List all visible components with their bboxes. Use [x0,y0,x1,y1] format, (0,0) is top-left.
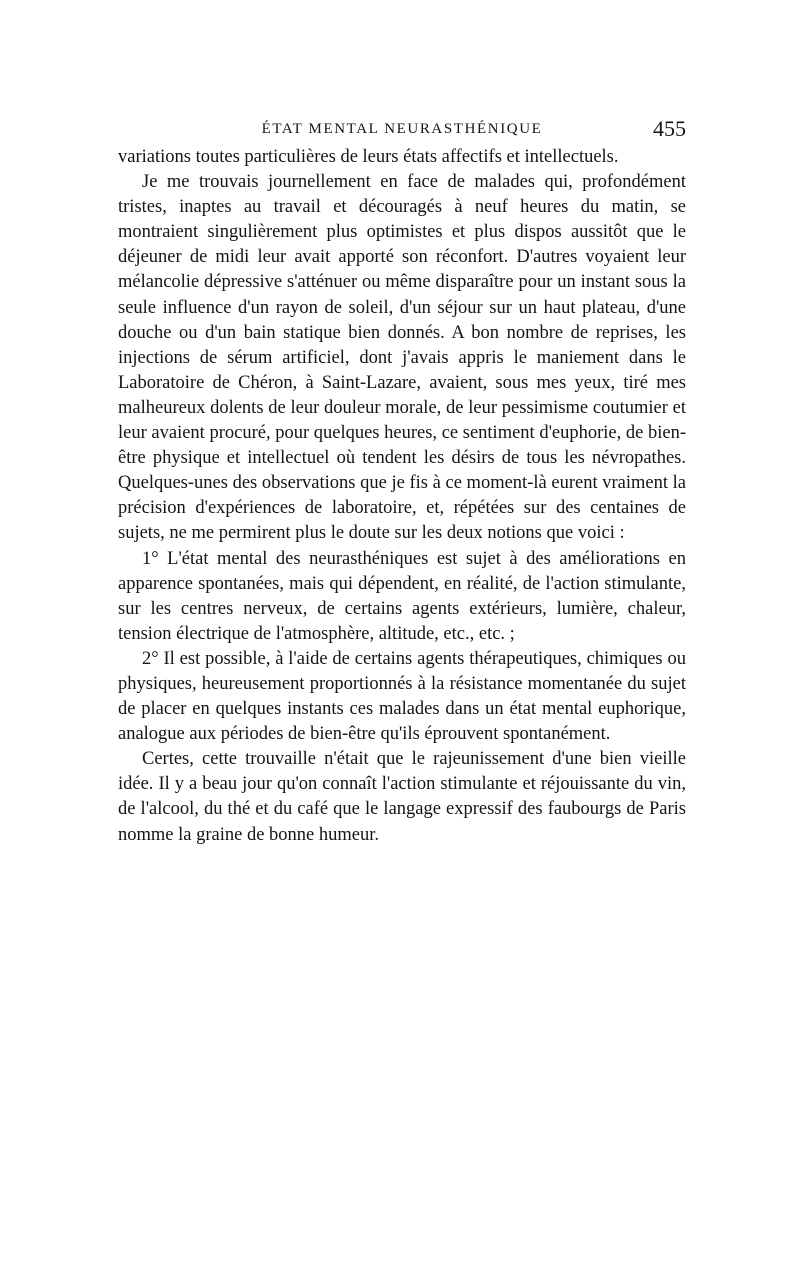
paragraph-continuation: variations toutes particulières de leurs états affectifs et intellectuels. [118,147,619,167]
paragraph-notion-one: 1° L'état mental des neurasthéniques est sujet à des améliorations en apparence spontanées, mais qui dépendent, en réalité, de l'action stimulante, sur les centres nerveux, de certains agents extérieurs, lumière, chaleur, tension électrique de l'atmosphère, altitude, etc., etc. ; [118,548,686,644]
paragraph-conclusion: Certes, cette trouvaille n'était que le rajeunissement d'une bien vieille idée. Il y a beau jour qu'on connaît l'action stimulante et réjouissante du vin, de l'alcool, du thé et du café que le langage expressif des faubourgs de Paris nomme la graine de bonne humeur. [118,749,686,845]
running-head [118,114,686,144]
paragraph-notion-two: 2° Il est possible, à l'aide de certains agents thérapeutiques, chimiques ou physiques, heureusement proportionnés à la résistance momentanée du sujet de placer en quelques instants ces malades dans un état mental euphorique, analogue aux périodes de bien-être qu'ils éprouvent spontanément. [118,648,686,745]
running-title: ÉTAT MENTAL NEURASTHÉNIQUE [261,121,543,137]
paragraph-observations: Je me trouvais journellement en face de malades qui, profondément tristes, inaptes au travail et découragés à neuf heures du matin, se montraient singulièrement plus optimistes et plus dispos aussitôt que le déjeuner de midi leur avait apporté son réconfort. D'autres voyaient leur mélancolie dépressive s'atténuer ou même disparaître pour un instant sous la seule influence d'un rayon de soleil, d'un séjour sur un haut plateau, d'une douche ou d'un bain statique bien donnés. A bon nombre de reprises, les injections de sérum artificiel, dont j'avais appris le maniement dans le Laboratoire de Chéron, à Saint-Lazare, avaient, sous mes yeux, tiré mes malheureux dolents de leur douleur morale, de leur pessimisme coutumier et leur avaient procuré, pour quelques heures, ce sentiment d'euphorie, de bien-être physique et intellectuel où tendent les désirs de tous les névropathes. Quelques-unes des observations que je fis à ce moment-là eurent vraiment la précision d'expériences de laboratoire, et, répétées sur des centaines de sujets, ne me permirent plus le doute sur les deux notions que voici : [118,172,686,544]
body-text [118,145,686,848]
page-number: 455 [653,116,686,141]
